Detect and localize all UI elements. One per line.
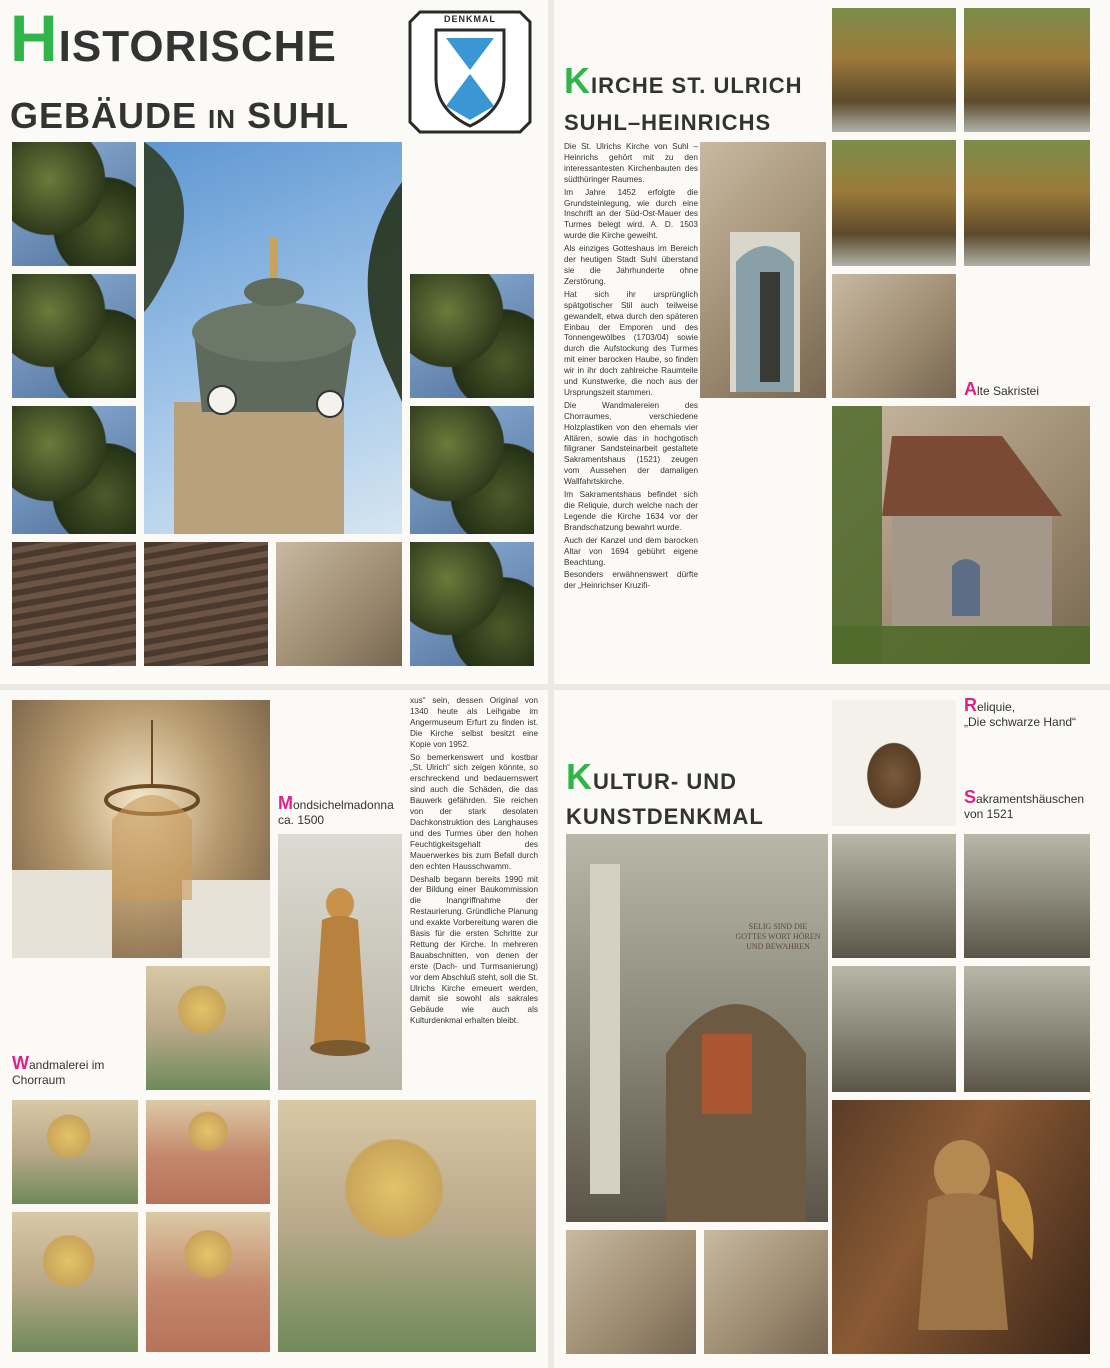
photo-portal (700, 142, 826, 398)
photo-trees-2 (964, 8, 1090, 132)
photo-sakrament-4 (964, 966, 1090, 1092)
angel-statue-icon (832, 1100, 1090, 1354)
photo-tree-tile-1 (410, 274, 534, 398)
photo-wall-detail (832, 274, 956, 398)
title-rest: ISTORISCHE (58, 22, 337, 71)
denkmal-emblem (406, 8, 534, 136)
panel-innenraum (0, 690, 548, 1368)
photo-tower-tile-6 (276, 542, 402, 666)
photo-mondsichelmadonna (278, 834, 402, 1090)
chandelier-icon (12, 700, 270, 958)
innenraum-text-column: xus“ sein, dessen Original von 1340 heute als Leihgabe im Angermuseum Erfurt zu finden ist. Die Kirche selbst besitzt eine Kopie von 1952. So bemerkenswert und kostbar „St. Ulrich“ sich zeigen könnte, so erschreckend und bedauernswert sind auch die Schäden, die das Bauwerk gefährden. Sie reichen von der stark desolaten Dachkonstruktion des Langhauses und des Turmes über den hohen Feuchtigkeitsgehalt des Mauerwerkes bis zum Befall durch den echten Hausschwamm. Deshalb begann bereits 1990 mit der Bildung einer Baukommission die Inangriffnahme der Restaurierung. Gründliche Planung und exakte Vorbereitung waren die Basis für die ersten Schritte zur Rettung der Kirche. In mehreren Bauabschnitten, von denen der erste (Dach- und Turmsanierung) vor dem Abschluß steht, soll die St. Ulrichs Kirche erneuert werden, damit sie sowohl als sakrales Gebäude wie auch als Kulturdenkmal erhalten bleibt. (410, 696, 538, 1026)
photo-wall-painting-small (146, 966, 270, 1090)
photo-sakrament-1 (832, 834, 956, 958)
kirche-title: KIRCHE ST. ULRICH (564, 60, 803, 101)
portal-door-icon (700, 142, 826, 398)
photo-altar-detail (704, 1230, 828, 1354)
photo-choir-arch (566, 834, 828, 1222)
main-title-line2: GEBÄUDE IN SUHL (10, 95, 350, 136)
gothic-arch-icon (566, 834, 828, 1222)
photo-font (566, 1230, 696, 1354)
sakristei-house-icon (832, 406, 1090, 664)
kultur-subtitle: KUNSTDENKMAL (566, 804, 764, 829)
photo-tree-tile-2 (410, 406, 534, 534)
photo-sakrament-2 (964, 834, 1090, 958)
photo-trees-4 (964, 140, 1090, 266)
caption-alte-sakristei: Alte Sakristei (964, 379, 1040, 399)
photo-fresco-4 (146, 1212, 270, 1352)
kultur-title: KULTUR- UND (566, 756, 738, 797)
main-title (10, 1, 337, 75)
photo-alte-sakristei (832, 406, 1090, 664)
photo-tower-tile-2 (12, 274, 136, 398)
kirche-text-column: Die St. Ulrichs Kirche von Suhl – Heinrichs gehört mit zu den interessantesten Kirchenbauten des südthüringer Raumes. Im Jahre 1452 erfolgte die Grundsteinlegung, wie durch eine Inschrift an der Süd-Ost-Mauer des Turmes belegt wird. A. D. 1503 wurde die Kirche geweiht. Als einziges Gotteshaus im Bereich der heutigen Stadt Suhl überstand sie die Jahrhunderte ohne Zerstörung. Hat sich ihr ursprünglich spätgotischer Stil auch teilweise gewandelt, etwa durch den späteren Einbau der Emporen und des Tonnengewölbes (1703/04) sowie durch die Aufstockung des Turmes mit einer barocken Haube, so finden wir in ihr doch zahlreiche Raumteile und Kunstwerke, die noch aus der Ursprungszeit stammen. Die Wandmalereien des Chorraumes, verschiedene Holzplastiken von den ehemals vier Altären, sowie das in hochgotisch filigraner Sandsteinarbeit gestaltete Sakramentshaus (1521) zeugen vom Aussehen der damaligen Wallfahrtskirche. Im Sakramentshaus befindet sich die Reliquie, durch welche nach der Legende die Kirche 1634 vor der Brandschatzung bewahrt wurde. Auch der Kanzel und dem barocken Altar von 1694 gebührt eigene Beachtung. Besonders erwähnenswert dürfte der „Heinrichser Kruzifi- (564, 142, 698, 591)
photo-reliquie (832, 700, 956, 826)
photo-tower-tile-5 (144, 542, 268, 666)
madonna-statue-icon (278, 834, 402, 1090)
caption-reliquie: Reliquie, „Die schwarze Hand“ (964, 695, 1077, 729)
photo-tower-tile-3 (12, 406, 136, 534)
photo-fresco-1 (12, 1100, 138, 1204)
photo-church-interior (12, 700, 270, 958)
photo-tower-tile-4 (12, 542, 136, 666)
tower-illustration-icon (144, 142, 402, 534)
photo-carved-angel (832, 1100, 1090, 1354)
photo-trees-3 (832, 140, 956, 266)
photo-tower-main (144, 142, 402, 534)
wall-inscription: SELIG SIND DIE GOTTES WORT HÖREN UND BEWAHREN (735, 922, 821, 951)
caption-wandmalerei: Wandmalerei im Chorraum (12, 1053, 105, 1087)
emblem-label: DENKMAL (444, 14, 496, 24)
photo-trees-1 (832, 8, 956, 132)
photo-fresco-3 (146, 1100, 270, 1204)
panel-historische-gebaeude (0, 0, 548, 684)
photo-fresco-large (278, 1100, 536, 1352)
title-initial: H (10, 1, 59, 75)
photo-fresco-2 (12, 1212, 138, 1352)
photo-tower-tile-1 (12, 142, 136, 266)
denkmal-shield-icon (406, 8, 534, 136)
photo-sakrament-3 (832, 966, 956, 1092)
kirche-subtitle: SUHL–HEINRICHS (564, 110, 772, 135)
photo-tree-tile-3 (410, 542, 534, 666)
panel-kirche-st-ulrich (554, 0, 1110, 684)
caption-sakramentshaeuschen: Sakramentshäuschen von 1521 (964, 787, 1085, 821)
panel-kultur-kunstdenkmal (554, 690, 1110, 1368)
caption-mondsichelmadonna: Mondsichelmadonna ca. 1500 (278, 793, 394, 827)
